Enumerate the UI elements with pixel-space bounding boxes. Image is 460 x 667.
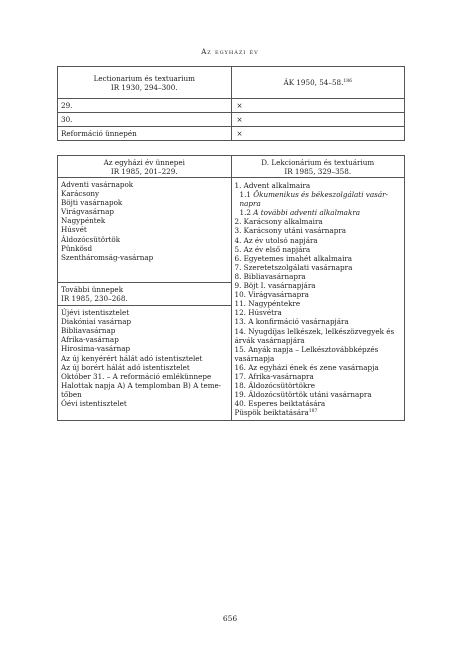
header-cell-ir1930 bbox=[58, 67, 232, 99]
subheader-title: További ünnepek bbox=[61, 284, 124, 294]
lectionary-rest bbox=[235, 217, 402, 408]
list-item: 1.1 Ökumenikus és békeszolgálati vasár- bbox=[239, 190, 388, 200]
list-item: 14. Nyugdíjas lelkészek, lelkészözvegyek és bbox=[234, 326, 395, 336]
feasts-cell bbox=[58, 178, 232, 421]
list-item bbox=[235, 408, 402, 417]
list-item: Afrika-vasárnap bbox=[61, 335, 119, 345]
further-feasts-header bbox=[58, 282, 231, 305]
list-item: 9. Böjt I. vasárnapjára bbox=[234, 281, 316, 291]
header-cell-ak1950 bbox=[231, 67, 405, 99]
list-item: 7. Szeretetszolgálati vasárnapra bbox=[234, 262, 353, 272]
list-item: napra bbox=[239, 199, 261, 209]
list-item: Bibliavasárnap bbox=[61, 326, 116, 336]
list-item: vasárnapja bbox=[234, 353, 275, 363]
header-source: IR 1985, 329–358. bbox=[284, 166, 352, 176]
list-item: 3. Karácsony utáni vasárnapra bbox=[234, 226, 347, 236]
list-item: 11. Nagypéntekre bbox=[234, 299, 301, 309]
list-item: Október 31. – A reformáció emlékünnepe bbox=[61, 371, 212, 381]
header-cell-feasts bbox=[58, 156, 232, 178]
row-label: Reformáció ünnepén bbox=[58, 127, 232, 141]
footnote-ref: 187 bbox=[308, 409, 318, 415]
header-source: IR 1930, 294–300. bbox=[110, 82, 178, 92]
list-item: 5. Az év első napjára bbox=[234, 244, 311, 254]
list-item: Karácsony bbox=[61, 189, 100, 199]
header-cell-lectionary bbox=[231, 156, 405, 178]
subheader-source: IR 1985, 230–268. bbox=[61, 293, 128, 303]
lectionary-cell bbox=[231, 178, 405, 421]
list-item: 12. Húsvétra bbox=[234, 308, 282, 318]
list-item: 15. Anyák napja – Lelkésztovábbképzés bbox=[234, 344, 379, 354]
page-number: 656 bbox=[222, 614, 238, 623]
italic-text: Ökumenikus és békeszolgálati vasár- bbox=[253, 190, 388, 200]
list-item: 40. Esperes beiktatására bbox=[234, 399, 326, 409]
main-feasts-list bbox=[61, 180, 228, 282]
row-mark: × bbox=[231, 113, 405, 127]
header-source: IR 1985, 201–229. bbox=[110, 166, 178, 176]
list-item: Virágvasárnap bbox=[61, 207, 114, 217]
table-row bbox=[58, 99, 405, 113]
list-item: Adventi vasárnapok bbox=[61, 180, 134, 189]
list-item: tőben bbox=[61, 389, 82, 399]
italic-text: A további adventi alkalmakra bbox=[253, 208, 361, 218]
list-item: Húsvét bbox=[61, 225, 87, 235]
list-item: Pünkösd bbox=[61, 243, 93, 253]
lectionary-list bbox=[235, 180, 402, 418]
list-item bbox=[235, 208, 402, 217]
running-head: Az egyházi év bbox=[201, 48, 259, 56]
footnote-ref: 186 bbox=[343, 79, 352, 84]
row-label: 30. bbox=[58, 113, 232, 127]
list-item: 6. Egyetemes imahét alkalmaira bbox=[234, 253, 353, 263]
table-row bbox=[58, 127, 405, 141]
list-item: árvák vasárnapjára bbox=[234, 335, 305, 345]
list-item: 2. Karácsony alkalmaira bbox=[234, 217, 323, 227]
list-item: Az új kenyérért hálát adó istentisztelet bbox=[61, 353, 203, 363]
list-item: 8. Bibliavasárnapra bbox=[234, 271, 306, 281]
list-item: Halottak napja A) A templomban B) A teme- bbox=[61, 380, 222, 390]
row-mark: × bbox=[231, 99, 405, 113]
table-header-row bbox=[58, 67, 405, 99]
table-header-row bbox=[58, 156, 405, 178]
further-feasts-list bbox=[58, 305, 231, 408]
list-item: 18. Áldozócsütörtökre bbox=[234, 381, 316, 391]
table-body-row bbox=[58, 178, 405, 421]
list-item: Áldozócsütörtök bbox=[61, 234, 121, 244]
lectionary-comparison-table-1930-1950 bbox=[57, 66, 405, 141]
list-item: Hirosima-vasárnap bbox=[61, 344, 131, 354]
header-title: D. Lekcionárium és textuárium bbox=[261, 157, 375, 167]
list-item: Szentháromság-vasárnap bbox=[61, 252, 154, 262]
list-item: Az új borért hálát adó istentisztelet bbox=[61, 362, 190, 372]
list-item: Diakóniai vasárnap bbox=[61, 317, 132, 327]
header-title: Lectionarium és textuarium bbox=[93, 73, 195, 83]
list-item-text: Püspök beiktatására bbox=[234, 408, 309, 418]
list-item: 16. Az egyházi ének és zene vasárnapja bbox=[234, 362, 379, 372]
list-item: 10. Virágvasárnapra bbox=[234, 290, 309, 300]
list-item: Nagypéntek bbox=[61, 216, 106, 226]
list-item: 1. Advent alkalmaira bbox=[234, 181, 311, 190]
row-label: 29. bbox=[58, 99, 232, 113]
church-year-lectionary-table bbox=[57, 155, 405, 421]
row-mark: × bbox=[231, 127, 405, 141]
list-item: 17. Afrika-vasárnapra bbox=[234, 371, 314, 381]
header-source: ÁK 1950, 54–58. bbox=[283, 78, 344, 87]
table-row bbox=[58, 113, 405, 127]
header-title: Az egyházi év ünnepei bbox=[103, 157, 185, 167]
list-item: Óévi istentisztelet bbox=[61, 398, 127, 408]
list-item: 13. A konfirmáció vasárnapjára bbox=[234, 317, 349, 327]
list-item: 19. Áldozócsütörtök utáni vasárnapra bbox=[234, 390, 372, 400]
list-item: Újévi istentisztelet bbox=[61, 308, 130, 318]
list-item: 4. Az év utolsó napjára bbox=[234, 235, 318, 245]
list-item: Böjti vasárnapok bbox=[61, 198, 123, 208]
item-number: 1.2 bbox=[239, 208, 254, 218]
